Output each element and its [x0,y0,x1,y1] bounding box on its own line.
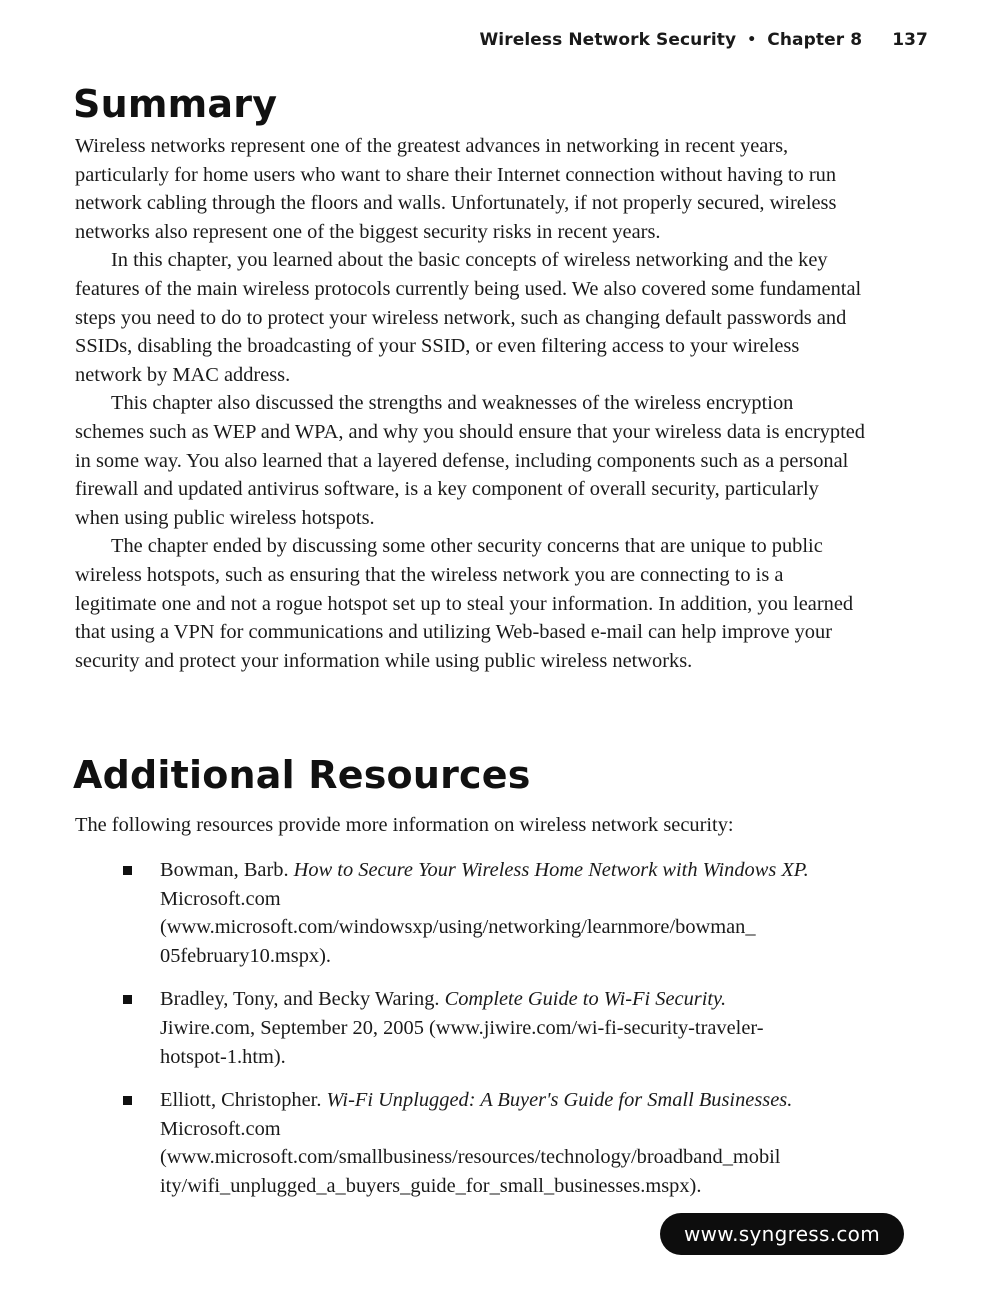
resource-url-line: hotspot-1.htm). [160,1045,286,1068]
resource-source: Microsoft.com [160,1117,281,1140]
summary-heading: Summary [73,82,278,126]
publisher-website-badge[interactable]: www.syngress.com [660,1213,904,1255]
summary-paragraph-4: The chapter ended by discussing some other security concerns that are unique to public wireless hotspots, such as ensuring that the wireless network you are connecting to is a legitimate one and not a rogue hotspot set up to steal your information. In addition, you learned that using a VPN for communications and utilizing Web-based e-mail can help improve your security and protect your information while using public wireless networks. [75,535,854,672]
resource-citation [160,985,875,1014]
bullet-square-icon [123,1096,132,1105]
resource-citation [160,856,875,885]
resource-url-line: (www.microsoft.com/windowsxp/using/networking/learnmore/bowman_ [160,916,756,939]
resource-author: Elliott, Christopher. [160,1089,322,1112]
resource-title: How to Secure Your Wireless Home Network with Windows XP. [293,859,809,881]
resource-author: Bradley, Tony, and Becky Waring. [160,988,440,1011]
book-title: Wireless Network Security [479,30,737,50]
summary-paragraph-1: Wireless networks represent one of the greatest advances in networking in recent years, particularly for home users who want to share their Internet connection without having to run network cabling through the floors and walls. Unfortunately, if not properly secured, wireless networks also represent one of the biggest security risks in recent years. [75,135,837,243]
resource-item [75,985,875,1071]
resource-citation [160,1086,875,1115]
summary-body [75,132,865,675]
page-number: 137 [892,30,928,50]
resources-intro: The following resources provide more information on wireless network security: [75,814,734,836]
resource-item [75,1086,875,1200]
resource-url-line: ity/wifi_unplugged_a_buyers_guide_for_small_businesses.mspx). [160,1174,702,1197]
resource-list [75,856,875,1216]
resource-item [75,856,875,970]
header-separator: • [747,32,757,48]
bullet-square-icon [123,866,132,875]
bullet-square-icon [123,995,132,1004]
resource-title: Complete Guide to Wi-Fi Security. [444,988,727,1011]
running-header [479,30,928,50]
resource-url-line: (www.microsoft.com/smallbusiness/resources/technology/broadband_mobil [160,1146,781,1169]
resource-title: Wi-Fi Unplugged: A Buyer's Guide for Small Businesses. [326,1089,793,1112]
summary-paragraph-2: In this chapter, you learned about the basic concepts of wireless networking and the key features of the main wireless protocols currently being used. We also covered some fundamental steps you need to do to protect your wireless network, such as changing default passwords and SSIDs, disabling the broadcasting of your SSID, or even filtering access to your wireless network by MAC address. [75,249,862,386]
resource-url-line: 05february10.mspx). [160,944,332,967]
resource-author: Bowman, Barb. [160,859,289,881]
summary-paragraph-3: This chapter also discussed the strengths and weaknesses of the wireless encryption schemes such as WEP and WPA, and why you should ensure that your wireless data is encrypted in some way. You also learned that a layered defense, including components such as a personal firewall and updated antivirus software, is a key component of overall security, particularly when using public wireless hotspots. [75,392,865,529]
resource-url-line: Jiwire.com, September 20, 2005 (www.jiwire.com/wi-fi-security-traveler- [160,1016,764,1039]
resource-source: Microsoft.com [160,887,281,910]
chapter-label: Chapter 8 [767,30,863,50]
additional-resources-heading: Additional Resources [73,753,531,797]
